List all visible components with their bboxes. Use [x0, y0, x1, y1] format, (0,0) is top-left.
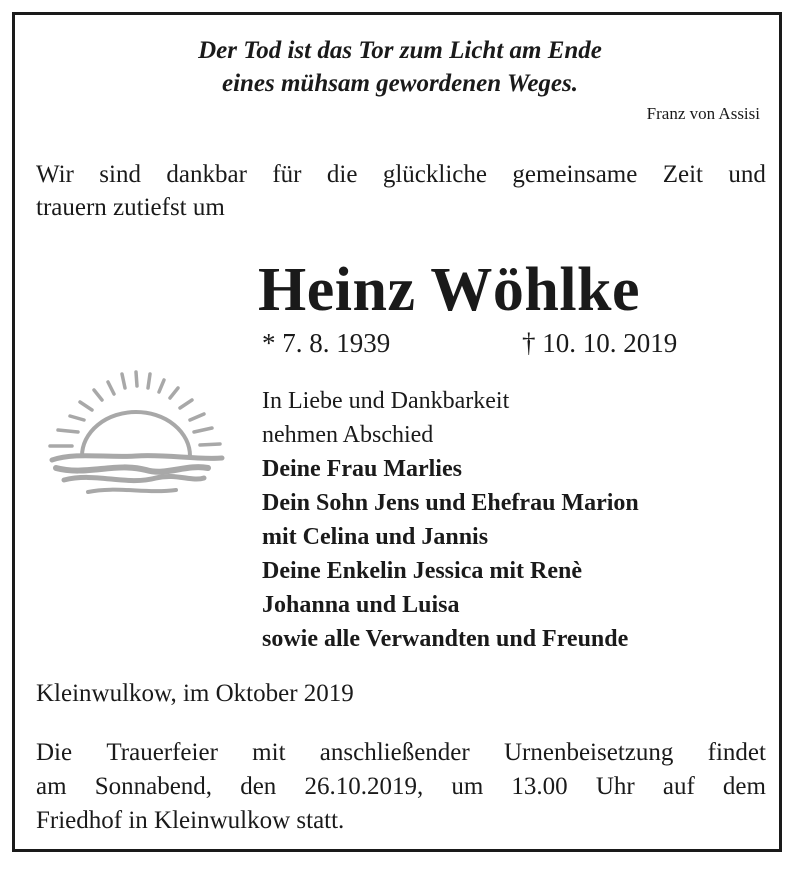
- family-member: Deine Enkelin Jessica mit Renè: [262, 558, 582, 584]
- intro-word: die: [326, 161, 358, 188]
- death-date: † 10. 10. 2019: [522, 328, 678, 358]
- service-word: mit: [252, 739, 286, 766]
- service-word: 13.00: [511, 773, 568, 800]
- service-word: findet: [707, 739, 766, 766]
- intro-word: für: [272, 161, 302, 188]
- intro-word: Wir: [36, 161, 74, 188]
- intro-word: glückliche: [382, 161, 487, 188]
- intro-word: sind: [99, 161, 141, 188]
- service-word: den: [240, 773, 277, 800]
- motto-line-1: Der Tod ist das Tor zum Licht am Ende: [198, 37, 602, 64]
- service-line-2: [36, 770, 766, 804]
- family-member: Deine Frau Marlies: [262, 456, 462, 482]
- service-word: anschließender: [319, 739, 470, 766]
- motto-author: Franz von Assisi: [646, 104, 760, 123]
- service-word: dem: [722, 773, 766, 800]
- funeral-service-info: [36, 736, 766, 838]
- place-and-date: Kleinwulkow, im Oktober 2019: [36, 680, 354, 707]
- service-word: Trauerfeier: [106, 739, 218, 766]
- intro-word: gemeinsame: [512, 161, 638, 188]
- service-line-1: [36, 736, 766, 770]
- mourners-line: In Liebe und Dankbarkeit: [262, 388, 510, 414]
- birth-date: * 7. 8. 1939: [262, 328, 391, 358]
- sunset-over-hills-icon: [36, 360, 236, 510]
- intro-line-2: trauern zutiefst um: [36, 194, 225, 221]
- service-word: Urnenbeisetzung: [503, 739, 674, 766]
- mourners-block: [262, 384, 639, 656]
- service-word: am: [36, 773, 67, 800]
- service-word: Sonnabend,: [94, 773, 213, 800]
- motto-line-2: eines mühsam gewordenen Weges.: [221, 70, 579, 97]
- service-word: auf: [662, 773, 695, 800]
- intro-line-1: [36, 158, 766, 191]
- family-member: mit Celina und Jannis: [262, 524, 489, 550]
- intro-word: Zeit: [662, 161, 703, 188]
- deceased-name: Heinz Wöhlke: [258, 256, 641, 324]
- mourners-line: nehmen Abschied: [262, 422, 434, 448]
- service-word: um: [451, 773, 484, 800]
- intro-word: und: [728, 161, 766, 188]
- family-member: sowie alle Verwandten und Freunde: [262, 626, 629, 652]
- service-line-3: Friedhof in Kleinwulkow statt.: [36, 807, 345, 834]
- family-member: Johanna und Luisa: [262, 592, 460, 618]
- family-member: Dein Sohn Jens und Ehefrau Marion: [262, 490, 639, 516]
- service-word: Uhr: [595, 773, 635, 800]
- intro-word: dankbar: [166, 161, 247, 188]
- service-word: 26.10.2019,: [304, 773, 424, 800]
- service-word: Die: [36, 739, 73, 766]
